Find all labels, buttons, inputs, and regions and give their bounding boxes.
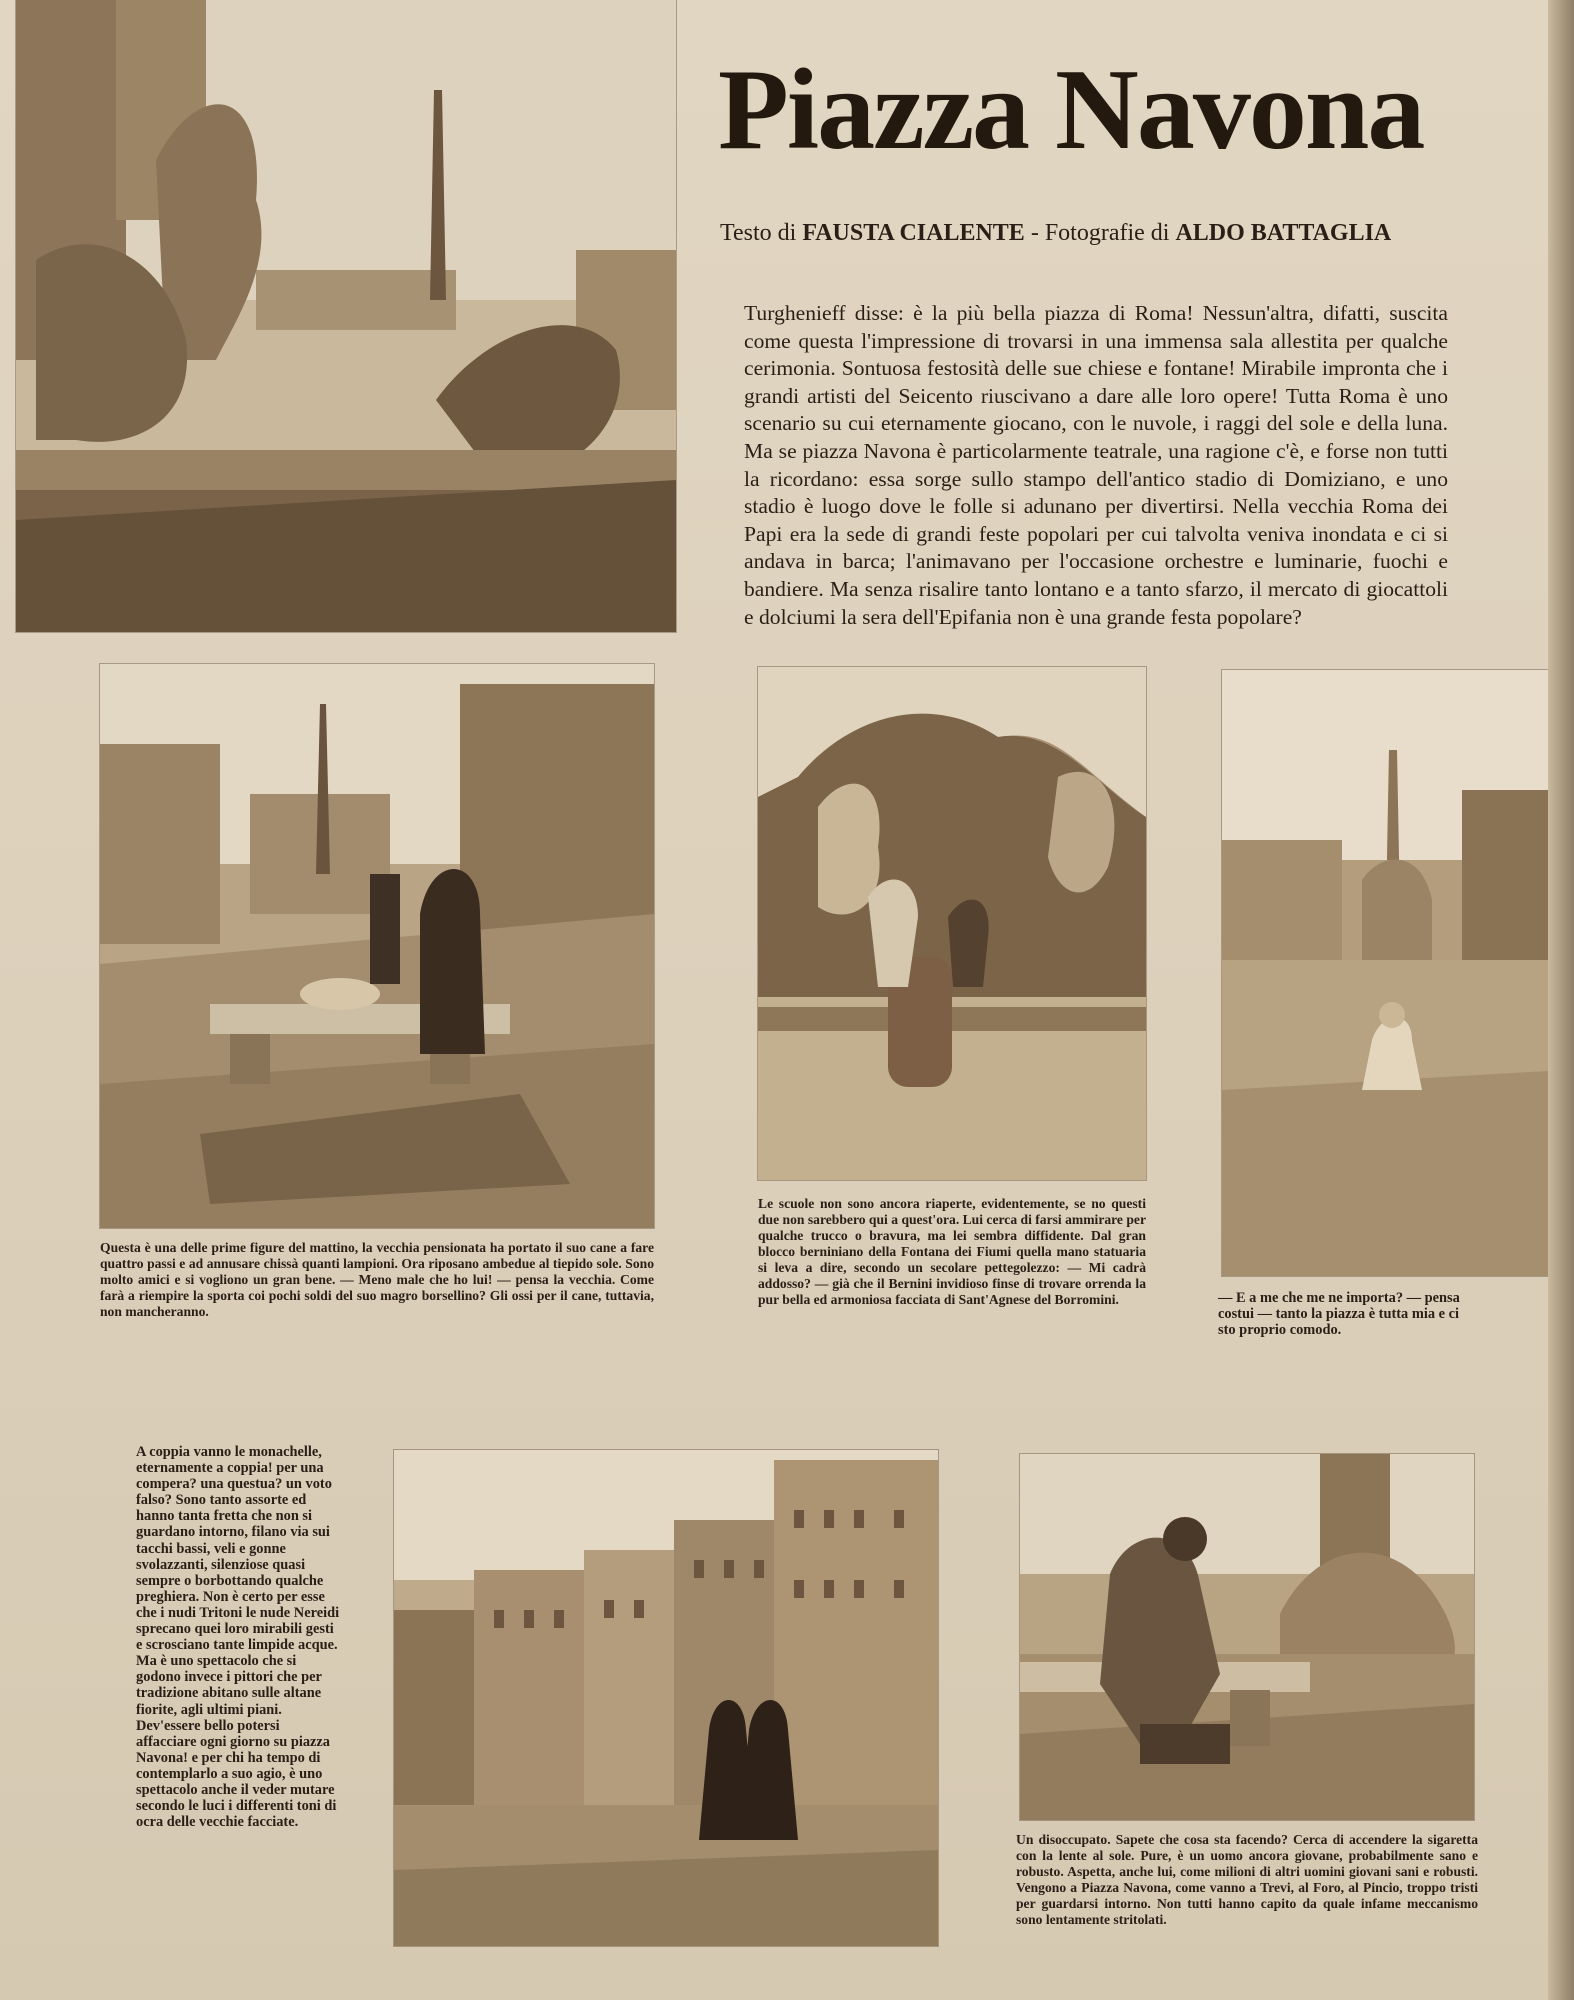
page-edge [1548,0,1574,2000]
monache-caption: A coppia vanno le monachelle, eternamente a coppia! per una compera? una questua? un voto falso? Sono tanto assorte ed hanno tanta fretta che non si guardano intorno, filano via sui tacchi bassi, veli e gonne svolazzanti, silenziose quasi sempre o borbottando qualche preghiera. Non è certo per esse che i nudi Tritoni le nude Nereidi sprecano quei loro mirabili gesti e scrosciano tante limpide acque. Ma è uno spettacolo che si godono invece i pittori che per tradizione abitano sulle altane fiorite, agli ultimi piani. Dev'essere bello potersi affacciare ogni giorno su piazza Navona! e per chi ha tempo di contemplarlo a suo agio, è uno spettacolo anche il veder mutare secondo le luci i differenti toni di ocra delle vecchie facciate. [136,1444,340,1831]
article-title: Piazza Navona [718,46,1424,174]
article-intro: Turghenieff disse: è la più bella piazza di Roma! Nessun'altra, difatti, suscita come questa l'impressione di trovarsi in una immensa sala allestita per qualche cerimonia. Sontuosa festosità delle sue chiese e fontane! Mirabile impronta che i grandi artisti del Seicento riuscivano a dare alle loro opere! Tutta Roma è uno scenario su cui eternamente giocano, con le nuvole, i raggi del sole e della luna. Ma se piazza Navona è particolarmente teatrale, una ragione c'è, e forse non tutti la ricordano: essa sorge sullo stampo dell'antico stadio di Domiziano, e uno stadio è luogo dove le folle si adunano per divertirsi. Nella vecchia Roma dei Papi era la sede di grandi feste popolari per cui talvolta veniva inondata e ci si andava in barca; l'animavano per l'occasione orchestre e luminarie, fuochi e bandiere. Ma senza risalire tanto lontano e a tanto sfarzo, il mercato di giocattoli e dolciumi la sera dell'Epifania non è una grande festa popolare? [744,301,1448,629]
credits-photo-prefix: Fotografie di [1044,220,1170,246]
pensionata-photo [100,664,654,1228]
disoccupato-photo [1020,1454,1474,1820]
ragazzi-caption: Le scuole non sono ancora riaperte, evidentemente, se no questi due non sarebbero qui a quest'ora. Lui cerca di farsi ammirare per qualche trucco o bravura, ma lei sembra diffidente. Dal gran blocco berniniano della Fontana dei Fiumi quella mano statuaria si leva a dire, secondo un secolare pettegolezzo: — Mi cadrà addosso? — già che il Bernini invidioso finse di trovare orrenda la pur bella ed armoniosa facciata di Sant'Agnese del Borromini. [758,1196,1146,1307]
ragazzi-fountain-photo [758,667,1146,1180]
fountain-obelisk-photo [16,0,676,632]
disoccupato-caption: Un disoccupato. Sapete che cosa sta facendo? Cerca di accendere la sigaretta con la lente al sole. Pure, è un uomo ancora giovane, probabilmente sano e robusto. Aspetta, anche lui, come milioni di altri uomini giovani sani e robusti. Vengono a Piazza Navona, come vanno a Trevi, al Foro, al Pincio, troppo tristi per guardarsi intorno. Non tutti hanno capito da quale infame meccanismo sono lentamente stritolati. [1016,1832,1478,1927]
author-name: FAUSTA CIALENTE [802,220,1025,246]
credits-text-prefix: Testo di [720,220,797,246]
photographer-name: ALDO BATTAGLIA [1175,220,1392,246]
article-credits [720,216,1520,250]
bambino-piazza-photo [1222,670,1564,1276]
bambino-caption: — E a me che me ne importa? — pensa costui — tanto la piazza è tutta mia e ci sto proprio comodo. [1218,1290,1460,1339]
credits-separator: - [1030,220,1039,246]
pensionata-caption: Questa è una delle prime figure del mattino, la vecchia pensionata ha portato il suo cane a fare quattro passi e ad annusare chissà quanti lampioni. Ora riposano ambedue al tiepido sole. Sono molto amici e si vogliono un gran bene. — Meno male che ho lui! — pensa la vecchia. Come farà a riempire la sporta coi pochi soldi del suo magro borsellino? Gli ossi per il cane, tuttavia, non mancheranno. [100,1240,654,1319]
monache-photo [394,1450,938,1946]
